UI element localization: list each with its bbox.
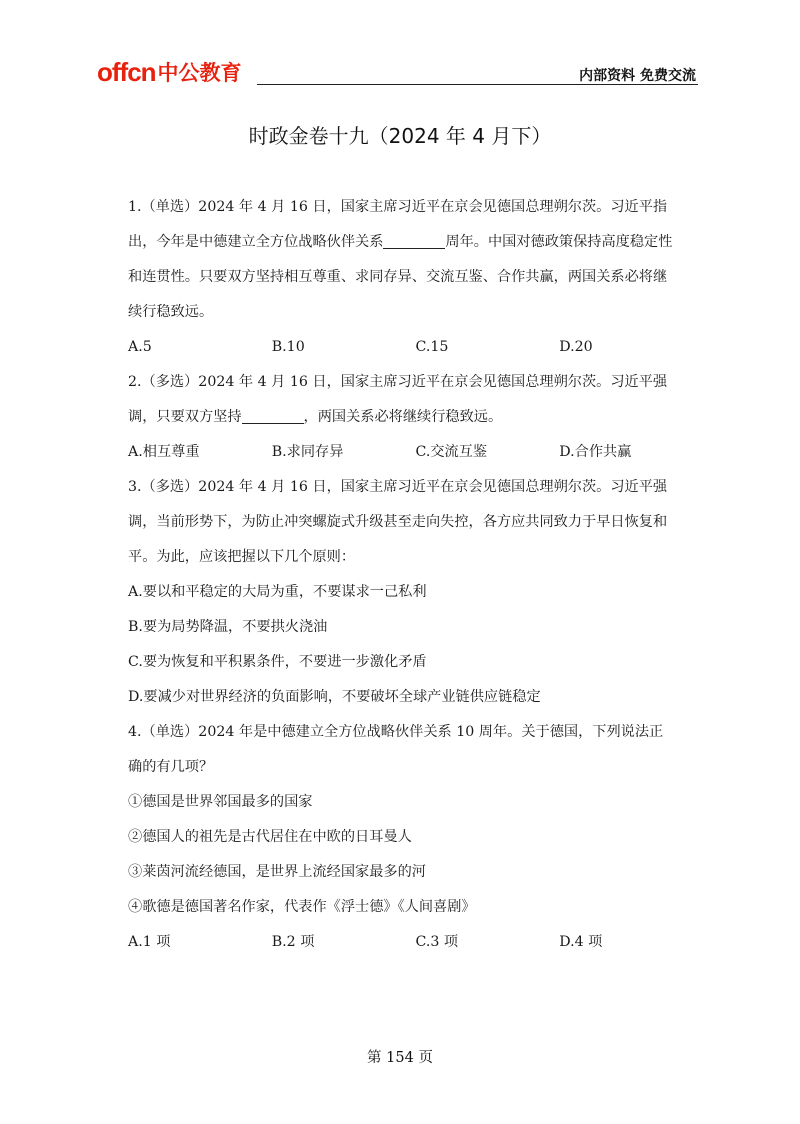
answer-blank — [242, 409, 304, 424]
option-d: D.合作共赢 — [559, 444, 632, 460]
statement-2: ②德国人的祖先是古代居住在中欧的日耳曼人 — [128, 829, 412, 845]
q4-line2: 确的有几项？ — [128, 759, 214, 775]
q3-line1: 3.（多选）2024 年 4 月 16 日，国家主席习近平在京会见德国总理朔尔茨。习近平强 — [128, 479, 668, 495]
q1-options — [128, 330, 703, 365]
offcn-logo — [97, 58, 242, 86]
q3-line2: 调，当前形势下，为防止冲突螺旋式升级甚至走向失控，各方应共同致力于早日恢复和 — [128, 514, 668, 530]
option-b: B.求同存异 — [271, 444, 344, 460]
q2-line1: 2.（多选）2024 年 4 月 16 日，国家主席习近平在京会见德国总理朔尔茨。习近平强 — [128, 374, 668, 390]
q1-line3: 和连贯性。只要双方坚持相互尊重、求同存异、交流互鉴、合作共赢，两国关系必将继 — [128, 269, 668, 285]
statement-1: ①德国是世界邻国最多的国家 — [128, 794, 313, 810]
option-a: A.1 项 — [128, 934, 171, 950]
question-2 — [128, 365, 703, 470]
option-b: B.2 项 — [271, 934, 315, 950]
question-4 — [128, 715, 703, 960]
option-d: D.4 项 — [559, 934, 603, 950]
question-body — [128, 190, 703, 960]
q1-line1: 1.（单选）2024 年 4 月 16 日，国家主席习近平在京会见德国总理朔尔茨。习近平指 — [128, 199, 668, 215]
option-b: B.要为局势降温，不要拱火浇油 — [128, 619, 328, 635]
page-header — [97, 58, 698, 86]
page-number: 第 154 页 — [367, 1050, 433, 1066]
option-b: B.10 — [271, 339, 305, 355]
logo-chinese-text: 中公教育 — [157, 61, 242, 85]
option-d: D.20 — [559, 339, 593, 355]
header-note: 内部资料 免费交流 — [579, 68, 696, 84]
page-title: 时政金卷十九（2024 年 4 月下） — [248, 124, 552, 148]
option-c: C.15 — [415, 339, 449, 355]
option-c: C.要为恢复和平积累条件，不要进一步激化矛盾 — [128, 654, 427, 670]
option-a: A.要以和平稳定的大局为重，不要谋求一己私利 — [128, 584, 427, 600]
q2-options — [128, 435, 703, 470]
q3-line3: 平。为此，应该把握以下几个原则： — [128, 549, 356, 565]
statement-4: ④歌德是德国著名作家，代表作《浮士德》《人间喜剧》 — [128, 899, 476, 915]
q2-line2: 调，只要双方坚持 ，两国关系必将继续行稳致远。 — [128, 409, 503, 425]
option-d: D.要减少对世界经济的负面影响，不要破坏全球产业链供应链稳定 — [128, 689, 541, 705]
option-a: A.相互尊重 — [128, 444, 200, 460]
option-c: C.交流互鉴 — [415, 444, 488, 460]
q4-options — [128, 925, 703, 960]
question-1 — [128, 190, 703, 365]
statement-3: ③莱茵河流经德国，是世界上流经国家最多的河 — [128, 864, 426, 880]
answer-blank — [383, 234, 445, 249]
option-c: C.3 项 — [415, 934, 459, 950]
q1-line4: 续行稳致远。 — [128, 304, 214, 320]
q1-line2: 出，今年是中德建立全方位战略伙伴关系 周年。中国对德政策保持高度稳定性 — [128, 234, 673, 250]
q4-line1: 4.（单选）2024 年是中德建立全方位战略伙伴关系 10 周年。关于德国，下列说法正 — [128, 724, 664, 740]
logo-latin-text: offcn — [97, 56, 156, 87]
option-a: A.5 — [128, 339, 152, 355]
question-3 — [128, 470, 703, 715]
